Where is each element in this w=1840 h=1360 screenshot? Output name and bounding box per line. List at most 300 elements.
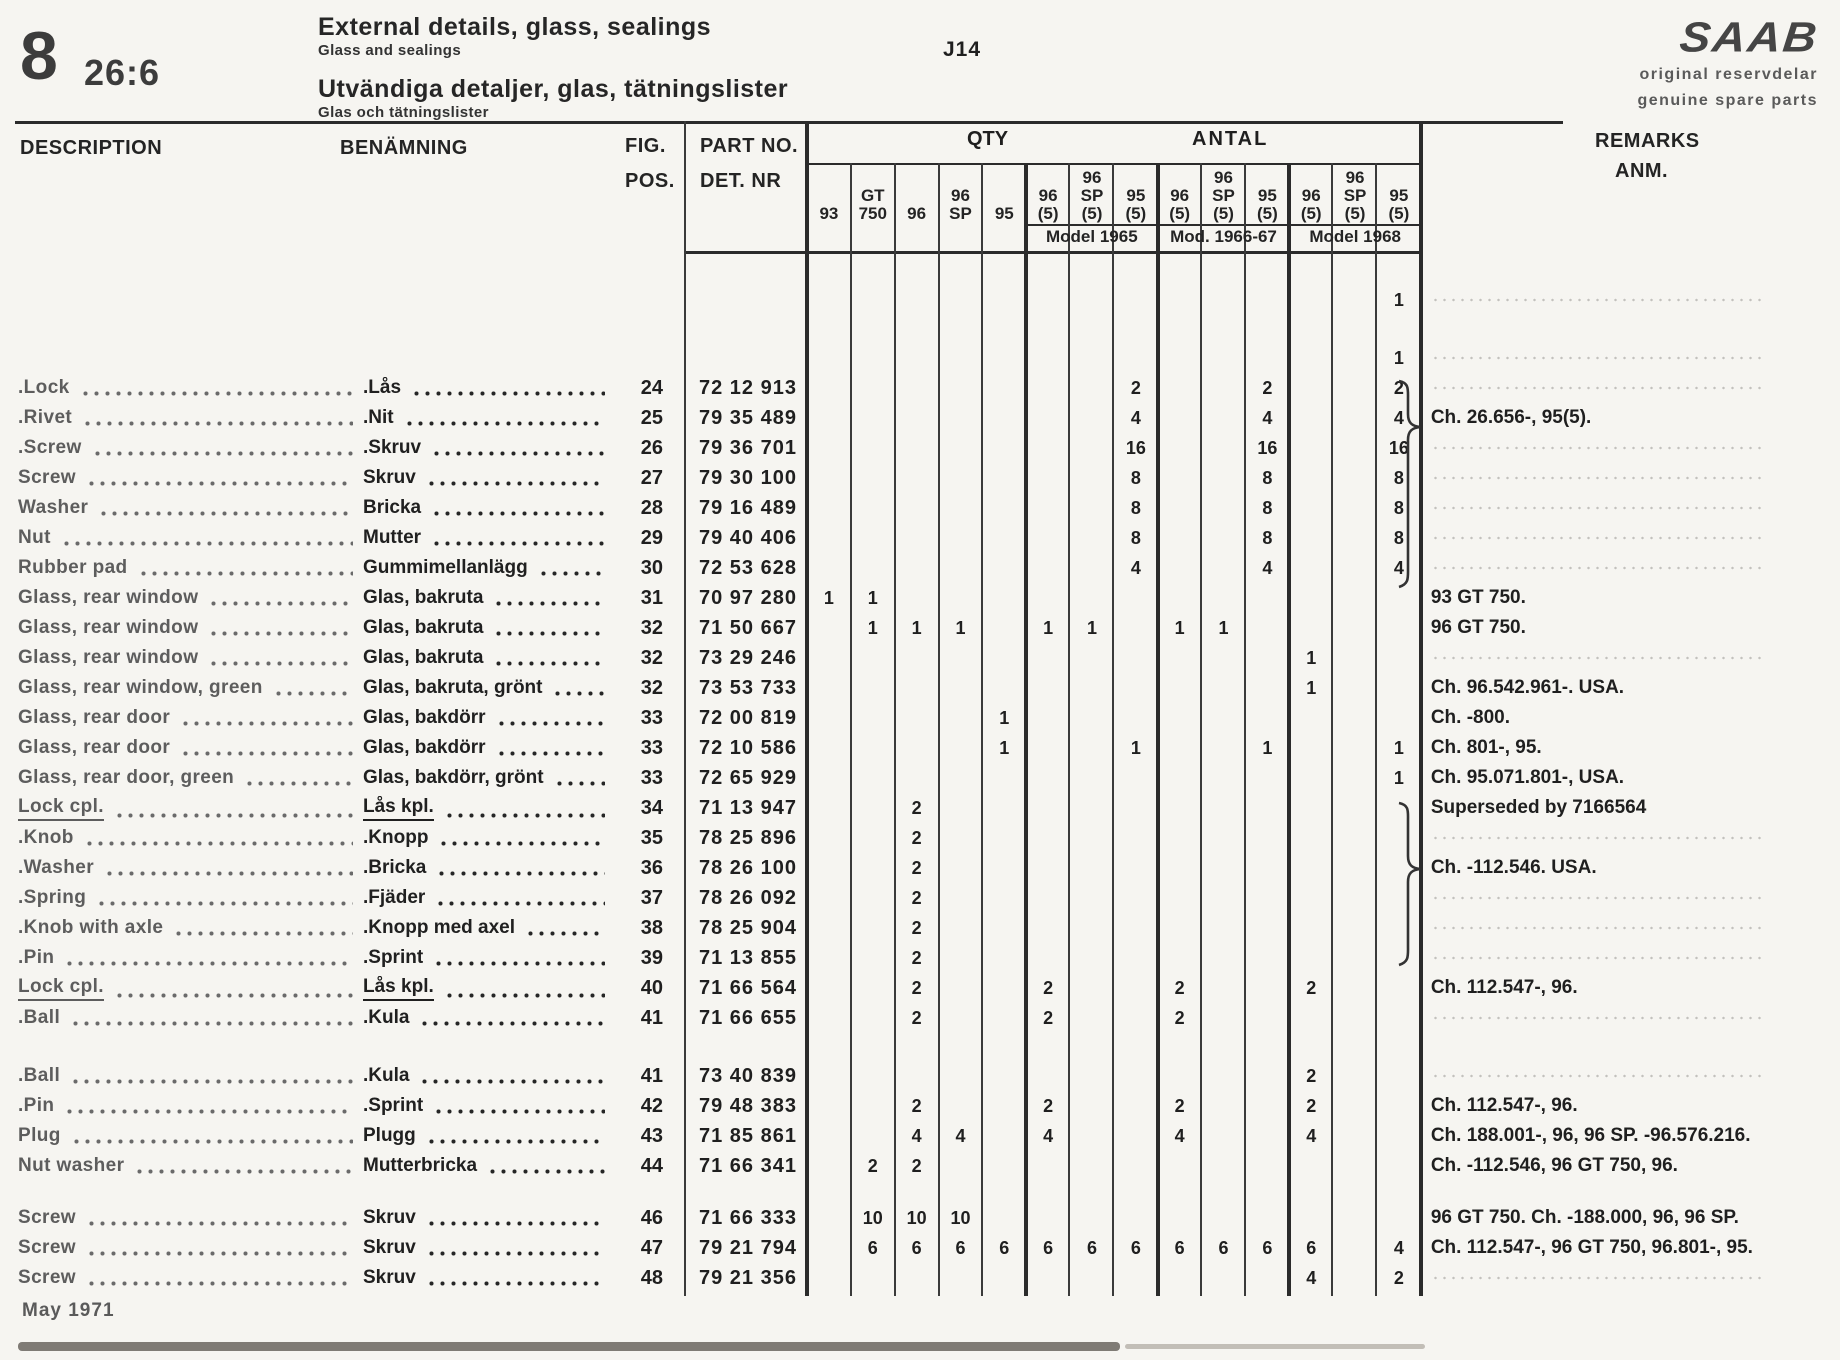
qty-cell-3: 2 bbox=[911, 1007, 922, 1028]
qty-cell-12: 1 bbox=[1306, 677, 1317, 698]
remark-cell: 96 GT 750. bbox=[1430, 617, 1526, 638]
qty-cell-6: 4 bbox=[1043, 1125, 1054, 1146]
scan-artifact-bar bbox=[18, 1342, 1120, 1351]
table-row bbox=[0, 403, 1840, 433]
table-row bbox=[0, 793, 1840, 823]
scan-dotted-artifact bbox=[1431, 926, 1767, 930]
table-row bbox=[0, 1003, 1840, 1033]
part-number-cell: 71 50 667 bbox=[699, 616, 797, 639]
remark-cell bbox=[1421, 566, 1840, 570]
description-cell: Nut washer bbox=[0, 1155, 363, 1177]
brand-block bbox=[1637, 13, 1821, 112]
benamning-cell: Skruv bbox=[363, 1267, 615, 1289]
qty-cell-5: 1 bbox=[999, 737, 1010, 758]
table-row bbox=[0, 553, 1840, 583]
scan-dotted-artifact bbox=[1431, 506, 1767, 510]
qty-cell-14: 1 bbox=[1393, 767, 1404, 788]
model-column-header-9: 96 (5) bbox=[1169, 186, 1191, 223]
model-year-groups bbox=[1026, 227, 1421, 251]
part-number-cell: 79 36 701 bbox=[699, 436, 797, 459]
qty-cell-11: 8 bbox=[1262, 527, 1273, 548]
part-number-cell: 72 00 819 bbox=[699, 706, 797, 729]
qty-cell-3: 4 bbox=[911, 1125, 922, 1146]
table-row bbox=[0, 1061, 1840, 1091]
description-cell: .Washer bbox=[0, 857, 363, 879]
table-row bbox=[0, 883, 1840, 913]
benamning-cell: .Lås bbox=[363, 377, 615, 399]
fig-pos-cell: 47 bbox=[640, 1236, 663, 1259]
qty-cell-8: 8 bbox=[1130, 497, 1141, 518]
model-column-headers bbox=[807, 165, 1421, 225]
benamning-cell: Lås kpl. bbox=[363, 796, 615, 821]
qty-cell-11: 6 bbox=[1262, 1237, 1273, 1258]
fig-pos-cell: 48 bbox=[640, 1266, 663, 1289]
qty-cell-7: 1 bbox=[1086, 617, 1097, 638]
part-number-cell: 71 66 564 bbox=[699, 976, 797, 999]
row-gap bbox=[0, 1181, 1840, 1203]
table-row bbox=[0, 285, 1840, 315]
page-reference: 26:6 bbox=[84, 52, 161, 93]
qty-cell-14: 1 bbox=[1393, 737, 1404, 758]
qty-cell-3: 2 bbox=[911, 827, 922, 848]
fig-pos-cell: 32 bbox=[640, 676, 663, 699]
col-header-part-no: PART NO. bbox=[700, 135, 799, 157]
benamning-cell: .Kula bbox=[363, 1065, 615, 1087]
qty-cell-8: 16 bbox=[1125, 437, 1146, 458]
remark-cell: Ch. 112.547-, 96 GT 750, 96.801-, 95. bbox=[1430, 1237, 1753, 1258]
qty-label: QTY bbox=[967, 128, 1009, 150]
part-number-cell: 72 53 628 bbox=[699, 556, 797, 579]
scan-dotted-artifact bbox=[1431, 836, 1767, 840]
remark-cell bbox=[1421, 896, 1840, 900]
benamning-cell: Lås kpl. bbox=[363, 976, 615, 1001]
benamning-cell: .Skruv bbox=[363, 437, 615, 459]
qty-cell-10: 6 bbox=[1218, 1237, 1229, 1258]
qty-cell-11: 8 bbox=[1262, 467, 1273, 488]
title-english: External details, glass, sealings bbox=[318, 13, 712, 41]
description-cell: Nut bbox=[0, 527, 363, 549]
table-row bbox=[0, 1121, 1840, 1151]
qty-cell-9: 6 bbox=[1174, 1237, 1185, 1258]
remark-cell: Ch. -112.546, 96 GT 750, 96. bbox=[1430, 1155, 1678, 1176]
qty-cell-12: 2 bbox=[1306, 977, 1317, 998]
model-column-header-13: 96 SP (5) bbox=[1343, 168, 1367, 223]
part-number-cell: 79 21 356 bbox=[699, 1266, 797, 1289]
benamning-cell: Plugg bbox=[363, 1125, 615, 1147]
model-column-header-6: 96 (5) bbox=[1037, 186, 1059, 223]
part-number-cell: 78 26 100 bbox=[699, 856, 797, 879]
scan-dotted-artifact bbox=[1431, 1276, 1767, 1280]
scan-dotted-artifact bbox=[1431, 896, 1767, 900]
description-cell: Plug bbox=[0, 1125, 363, 1147]
table-row bbox=[0, 1091, 1840, 1121]
part-number-cell: 70 97 280 bbox=[699, 586, 797, 609]
qty-cell-6: 2 bbox=[1043, 1095, 1054, 1116]
description-cell: Glass, rear door bbox=[0, 737, 363, 759]
part-number-cell: 71 13 855 bbox=[699, 946, 797, 969]
qty-cell-14: 2 bbox=[1393, 1267, 1404, 1288]
description-cell: Screw bbox=[0, 1207, 363, 1229]
remark-cell bbox=[1421, 356, 1840, 360]
part-number-cell: 79 35 489 bbox=[699, 406, 797, 429]
model-column-header-1: 93 bbox=[819, 204, 839, 223]
fig-pos-cell: 35 bbox=[640, 826, 663, 849]
qty-cell-8: 8 bbox=[1130, 527, 1141, 548]
qty-cell-3: 1 bbox=[911, 617, 922, 638]
part-number-cell: 71 13 947 bbox=[699, 796, 797, 819]
fig-pos-cell: 43 bbox=[640, 1124, 663, 1147]
qty-cell-3: 2 bbox=[911, 887, 922, 908]
fig-pos-cell: 25 bbox=[640, 406, 663, 429]
qty-cell-2: 2 bbox=[867, 1155, 878, 1176]
qty-cell-3: 2 bbox=[911, 797, 922, 818]
fig-pos-cell: 33 bbox=[640, 736, 663, 759]
scan-dotted-artifact bbox=[1431, 386, 1767, 390]
qty-cell-4: 4 bbox=[955, 1125, 966, 1146]
qty-cell-3: 2 bbox=[911, 1155, 922, 1176]
remark-cell: Ch. -112.546. USA. bbox=[1430, 857, 1597, 878]
part-number-cell: 72 12 913 bbox=[699, 376, 797, 399]
description-cell: .Spring bbox=[0, 887, 363, 909]
table-row bbox=[0, 643, 1840, 673]
remark-cell bbox=[1421, 656, 1840, 660]
qty-cell-2: 1 bbox=[867, 587, 878, 608]
qty-cell-14: 8 bbox=[1393, 527, 1404, 548]
fig-pos-cell: 34 bbox=[640, 796, 663, 819]
qty-cell-3: 10 bbox=[906, 1207, 927, 1228]
remark-cell: Ch. 95.071.801-, USA. bbox=[1430, 767, 1625, 788]
table-row bbox=[0, 1233, 1840, 1263]
qty-cell-12: 4 bbox=[1306, 1125, 1317, 1146]
scan-dotted-artifact bbox=[1431, 1074, 1767, 1078]
benamning-cell: Gummimellanlägg bbox=[363, 557, 615, 579]
part-number-cell: 73 53 733 bbox=[699, 676, 797, 699]
fig-pos-cell: 41 bbox=[640, 1006, 663, 1029]
table-row bbox=[0, 973, 1840, 1003]
qty-cell-8: 2 bbox=[1130, 377, 1141, 398]
qty-cell-11: 2 bbox=[1262, 377, 1273, 398]
remark-cell: Ch. 112.547-, 96. bbox=[1430, 977, 1578, 998]
table-row bbox=[0, 853, 1840, 883]
qty-cell-12: 1 bbox=[1306, 647, 1317, 668]
fig-pos-cell: 46 bbox=[640, 1206, 663, 1229]
description-cell: Rubber pad bbox=[0, 557, 363, 579]
model-column-header-5: 95 bbox=[994, 204, 1014, 223]
section-number: 8 bbox=[20, 18, 58, 94]
fig-pos-cell: 31 bbox=[640, 586, 663, 609]
qty-cell-6: 2 bbox=[1043, 1007, 1054, 1028]
qty-cell-12: 2 bbox=[1306, 1065, 1317, 1086]
table-row bbox=[0, 1263, 1840, 1293]
table-row bbox=[0, 613, 1840, 643]
table-row bbox=[0, 673, 1840, 703]
remark-brace-rows-35-39 bbox=[1396, 800, 1424, 968]
subtitle-swedish: Glas och tätningslister bbox=[318, 104, 489, 121]
benamning-cell: .Sprint bbox=[363, 947, 615, 969]
fig-pos-cell: 24 bbox=[640, 376, 663, 399]
qty-cell-5: 6 bbox=[999, 1237, 1010, 1258]
fig-pos-cell: 32 bbox=[640, 616, 663, 639]
title-swedish: Utvändiga detaljer, glas, tätningslister bbox=[318, 75, 789, 103]
benamning-cell: .Sprint bbox=[363, 1095, 615, 1117]
description-cell: .Ball bbox=[0, 1007, 363, 1029]
qty-cell-1: 1 bbox=[823, 587, 834, 608]
remark-cell: Superseded by 7166564 bbox=[1430, 797, 1647, 818]
description-cell: Lock cpl. bbox=[0, 796, 363, 821]
description-cell: .Ball bbox=[0, 1065, 363, 1087]
benamning-cell: Mutter bbox=[363, 527, 615, 549]
part-number-cell: 79 40 406 bbox=[699, 526, 797, 549]
table-row bbox=[0, 1151, 1840, 1181]
fig-pos-cell: 36 bbox=[640, 856, 663, 879]
description-cell: Glass, rear door bbox=[0, 707, 363, 729]
saab-logo: SAAB bbox=[1677, 13, 1821, 61]
row-gap bbox=[0, 1033, 1840, 1061]
model-column-header-3: 96 bbox=[907, 204, 927, 223]
remark-cell bbox=[1421, 506, 1840, 510]
remark-cell bbox=[1421, 926, 1840, 930]
benamning-cell: Glas, bakruta, grönt bbox=[363, 677, 615, 699]
col-header-pos: POS. bbox=[625, 170, 675, 192]
scan-dotted-artifact bbox=[1431, 446, 1767, 450]
benamning-cell: Skruv bbox=[363, 467, 615, 489]
table-row bbox=[0, 913, 1840, 943]
remark-cell: Ch. -800. bbox=[1430, 707, 1511, 728]
qty-cell-14: 4 bbox=[1393, 1237, 1404, 1258]
description-cell: .Pin bbox=[0, 947, 363, 969]
benamning-cell: Glas, bakruta bbox=[363, 647, 615, 669]
part-number-cell: 71 66 333 bbox=[699, 1206, 797, 1229]
remark-cell: Ch. 801-, 95. bbox=[1430, 737, 1542, 758]
qty-cell-5: 1 bbox=[999, 707, 1010, 728]
qty-cell-10: 1 bbox=[1218, 617, 1229, 638]
fig-pos-cell: 41 bbox=[640, 1064, 663, 1087]
description-cell: .Screw bbox=[0, 437, 363, 459]
remark-cell bbox=[1421, 1276, 1840, 1280]
qty-cell-3: 6 bbox=[911, 1237, 922, 1258]
benamning-cell: Skruv bbox=[363, 1207, 615, 1229]
description-cell: Screw bbox=[0, 1237, 363, 1259]
description-cell: Washer bbox=[0, 497, 363, 519]
qty-cell-14: 8 bbox=[1393, 497, 1404, 518]
fig-pos-cell: 33 bbox=[640, 766, 663, 789]
part-number-cell: 71 66 655 bbox=[699, 1006, 797, 1029]
qty-cell-8: 6 bbox=[1130, 1237, 1141, 1258]
table-row bbox=[0, 493, 1840, 523]
fig-pos-cell: 30 bbox=[640, 556, 663, 579]
qty-cell-6: 6 bbox=[1043, 1237, 1054, 1258]
remark-cell bbox=[1421, 536, 1840, 540]
fig-pos-cell: 26 bbox=[640, 436, 663, 459]
description-cell: .Knob with axle bbox=[0, 917, 363, 939]
plate-reference: J14 bbox=[943, 38, 982, 61]
fig-pos-cell: 33 bbox=[640, 706, 663, 729]
scan-dotted-artifact bbox=[1431, 1016, 1767, 1020]
table-row bbox=[0, 823, 1840, 853]
part-number-cell: 78 25 896 bbox=[699, 826, 797, 849]
remark-cell bbox=[1421, 956, 1840, 960]
qty-cell-9: 2 bbox=[1174, 977, 1185, 998]
benamning-cell: .Knopp med axel bbox=[363, 917, 615, 939]
row-gap bbox=[0, 315, 1840, 343]
qty-cell-14: 2 bbox=[1393, 377, 1404, 398]
model-year-group-label-3: Model 1968 bbox=[1309, 227, 1401, 246]
scan-dotted-artifact bbox=[1431, 956, 1767, 960]
fig-pos-cell: 40 bbox=[640, 976, 663, 999]
description-cell: Glass, rear door, green bbox=[0, 767, 363, 789]
subtitle-english: Glass and sealings bbox=[318, 42, 462, 59]
parts-table-body bbox=[0, 253, 1840, 1293]
remark-cell: Ch. 96.542.961-. USA. bbox=[1430, 677, 1625, 698]
qty-cell-11: 4 bbox=[1262, 407, 1273, 428]
model-column-header-7: 96 SP (5) bbox=[1080, 168, 1104, 223]
qty-cell-14: 4 bbox=[1393, 557, 1404, 578]
brand-tagline-english: genuine spare parts bbox=[1637, 92, 1818, 109]
benamning-cell: Bricka bbox=[363, 497, 615, 519]
qty-cell-14: 1 bbox=[1393, 347, 1404, 368]
scan-dotted-artifact bbox=[1431, 356, 1767, 360]
remark-cell bbox=[1421, 836, 1840, 840]
model-year-group-label-2: Mod. 1966-67 bbox=[1170, 227, 1277, 246]
part-number-cell: 79 21 794 bbox=[699, 1236, 797, 1259]
part-number-cell: 72 10 586 bbox=[699, 736, 797, 759]
qty-cell-3: 2 bbox=[911, 1095, 922, 1116]
scan-dotted-artifact bbox=[1431, 476, 1767, 480]
table-row bbox=[0, 943, 1840, 973]
benamning-cell: .Kula bbox=[363, 1007, 615, 1029]
qty-cell-12: 6 bbox=[1306, 1237, 1317, 1258]
scan-dotted-artifact bbox=[1431, 536, 1767, 540]
qty-cell-2: 10 bbox=[862, 1207, 883, 1228]
description-cell: Glass, rear window bbox=[0, 617, 363, 639]
part-number-cell: 79 48 383 bbox=[699, 1094, 797, 1117]
part-number-cell: 78 26 092 bbox=[699, 886, 797, 909]
benamning-cell: .Bricka bbox=[363, 857, 615, 879]
col-header-remarks: REMARKS bbox=[1595, 130, 1700, 152]
qty-cell-7: 6 bbox=[1086, 1237, 1097, 1258]
table-row bbox=[0, 763, 1840, 793]
model-column-header-2: GT 750 bbox=[858, 186, 887, 223]
remark-cell bbox=[1421, 386, 1840, 390]
scan-artifact-bar-faint bbox=[1125, 1344, 1425, 1349]
remark-cell bbox=[1421, 1016, 1840, 1020]
fig-pos-cell: 27 bbox=[640, 466, 663, 489]
qty-cell-11: 8 bbox=[1262, 497, 1273, 518]
qty-cell-11: 16 bbox=[1257, 437, 1278, 458]
table-row bbox=[0, 373, 1840, 403]
remark-cell bbox=[1421, 298, 1840, 302]
qty-cell-3: 2 bbox=[911, 917, 922, 938]
qty-cell-4: 1 bbox=[955, 617, 966, 638]
qty-cell-12: 4 bbox=[1306, 1267, 1317, 1288]
benamning-cell: Skruv bbox=[363, 1237, 615, 1259]
table-row bbox=[0, 703, 1840, 733]
description-cell: Glass, rear window, green bbox=[0, 677, 363, 699]
table-row bbox=[0, 433, 1840, 463]
table-row bbox=[0, 583, 1840, 613]
scan-dotted-artifact bbox=[1431, 298, 1767, 302]
qty-cell-3: 2 bbox=[911, 857, 922, 878]
qty-cell-9: 2 bbox=[1174, 1095, 1185, 1116]
description-cell: Screw bbox=[0, 467, 363, 489]
remark-cell bbox=[1421, 1074, 1840, 1078]
qty-cell-14: 8 bbox=[1393, 467, 1404, 488]
qty-cell-9: 2 bbox=[1174, 1007, 1185, 1028]
benamning-cell: Glas, bakdörr, grönt bbox=[363, 767, 615, 789]
remark-cell: Ch. 188.001-, 96, 96 SP. -96.576.216. bbox=[1430, 1125, 1751, 1146]
description-cell: Glass, rear window bbox=[0, 587, 363, 609]
table-row bbox=[0, 523, 1840, 553]
fig-pos-cell: 42 bbox=[640, 1094, 663, 1117]
model-year-group-label-1: Model 1965 bbox=[1046, 227, 1138, 246]
qty-cell-6: 1 bbox=[1043, 617, 1054, 638]
remark-cell: 93 GT 750. bbox=[1430, 587, 1526, 608]
model-column-header-14: 95 (5) bbox=[1388, 186, 1410, 223]
col-header-description: DESCRIPTION bbox=[20, 137, 163, 159]
qty-cell-4: 6 bbox=[955, 1237, 966, 1258]
part-number-cell: 71 66 341 bbox=[699, 1154, 797, 1177]
qty-cell-3: 2 bbox=[911, 977, 922, 998]
qty-cell-9: 1 bbox=[1174, 617, 1185, 638]
qty-cell-2: 6 bbox=[867, 1237, 878, 1258]
description-cell: .Knob bbox=[0, 827, 363, 849]
qty-cell-8: 8 bbox=[1130, 467, 1141, 488]
benamning-cell: .Fjäder bbox=[363, 887, 615, 909]
description-cell: Screw bbox=[0, 1267, 363, 1289]
description-cell: Lock cpl. bbox=[0, 976, 363, 1001]
description-cell: .Lock bbox=[0, 377, 363, 399]
table-row bbox=[0, 463, 1840, 493]
qty-cell-2: 1 bbox=[867, 617, 878, 638]
qty-cell-12: 2 bbox=[1306, 1095, 1317, 1116]
benamning-cell: .Knopp bbox=[363, 827, 615, 849]
model-column-header-12: 96 (5) bbox=[1300, 186, 1322, 223]
fig-pos-cell: 29 bbox=[640, 526, 663, 549]
part-number-cell: 73 40 839 bbox=[699, 1064, 797, 1087]
qty-cell-11: 1 bbox=[1262, 737, 1273, 758]
model-column-header-10: 96 SP (5) bbox=[1212, 168, 1235, 223]
part-number-cell: 73 29 246 bbox=[699, 646, 797, 669]
model-column-header-4: 96 SP bbox=[949, 186, 972, 223]
benamning-cell: .Nit bbox=[363, 407, 615, 429]
title-block bbox=[318, 12, 788, 122]
col-header-det-nr: DET. NR bbox=[700, 170, 782, 192]
brand-tagline-swedish: original reservdelar bbox=[1639, 66, 1818, 83]
benamning-cell: Glas, bakdörr bbox=[363, 707, 615, 729]
fig-pos-cell: 39 bbox=[640, 946, 663, 969]
part-number-cell: 72 65 929 bbox=[699, 766, 797, 789]
qty-cell-6: 2 bbox=[1043, 977, 1054, 998]
antal-label: ANTAL bbox=[1192, 128, 1269, 150]
qty-cell-8: 4 bbox=[1130, 557, 1141, 578]
col-header-fig: FIG. bbox=[625, 135, 666, 157]
benamning-cell: Glas, bakruta bbox=[363, 587, 615, 609]
qty-cell-4: 10 bbox=[950, 1207, 971, 1228]
fig-pos-cell: 38 bbox=[640, 916, 663, 939]
benamning-cell: Glas, bakruta bbox=[363, 617, 615, 639]
benamning-cell: Glas, bakdörr bbox=[363, 737, 615, 759]
col-header-anm: ANM. bbox=[1615, 160, 1669, 182]
table-row bbox=[0, 733, 1840, 763]
fig-pos-cell: 28 bbox=[640, 496, 663, 519]
description-cell: .Rivet bbox=[0, 407, 363, 429]
part-number-cell: 71 85 861 bbox=[699, 1124, 797, 1147]
qty-cell-14: 16 bbox=[1388, 437, 1409, 458]
part-number-cell: 79 30 100 bbox=[699, 466, 797, 489]
fig-pos-cell: 37 bbox=[640, 886, 663, 909]
qty-cell-3: 2 bbox=[911, 947, 922, 968]
description-cell: Glass, rear window bbox=[0, 647, 363, 669]
